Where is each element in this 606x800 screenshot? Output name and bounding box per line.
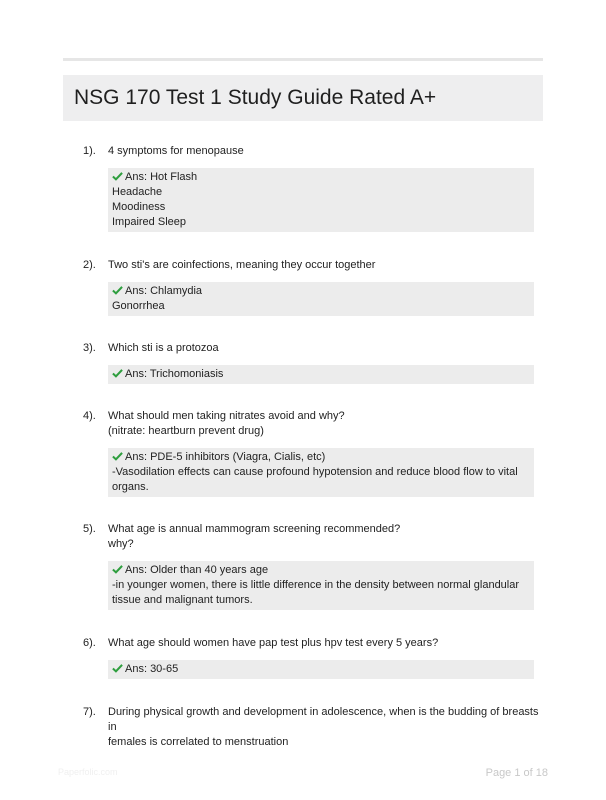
question-line: 4 symptoms for menopause <box>108 145 244 157</box>
answer-text: Ans: 30-65 <box>125 663 179 675</box>
answer-line <box>112 284 530 299</box>
answer-box <box>108 561 534 610</box>
question-item-4 <box>83 409 543 497</box>
checkmark-icon <box>112 171 123 181</box>
answer-line: Headache <box>112 186 163 198</box>
question-text <box>108 258 543 273</box>
answer-text: Ans: PDE-5 inhibitors (Viagra, Cialis, etc) <box>125 451 326 463</box>
question-text <box>108 341 543 356</box>
question-line: What age is annual mammogram screening recommended? <box>108 523 401 535</box>
page-title: NSG 170 Test 1 Study Guide Rated A+ <box>74 86 437 109</box>
checkmark-icon <box>112 368 123 378</box>
question-text <box>108 522 543 552</box>
answer-text: Ans: Hot Flash <box>125 171 198 183</box>
question-item-3 <box>83 341 543 384</box>
checkmark-icon <box>112 564 123 574</box>
answer-line: -in younger women, there is little difference in the density between normal glandular <box>112 579 520 591</box>
question-line: During physical growth and development in adolescence, when is the budding of breasts in <box>108 706 539 733</box>
question-text <box>108 705 543 750</box>
answer-text: Ans: Trichomoniasis <box>125 368 224 380</box>
question-number: 1). <box>83 145 96 157</box>
question-text <box>108 636 543 651</box>
question-number: 6). <box>83 637 96 649</box>
answer-line: organs. <box>112 481 149 493</box>
answer-line: Gonorrhea <box>112 300 165 312</box>
question-number: 7). <box>83 706 96 718</box>
question-line: What age should women have pap test plus hpv test every 5 years? <box>108 637 439 649</box>
answer-box <box>108 448 534 497</box>
answer-line <box>112 563 530 578</box>
answer-line: Moodiness <box>112 201 166 213</box>
question-item-5 <box>83 522 543 610</box>
answer-line <box>112 450 530 465</box>
answer-text: Ans: Chlamydia <box>125 285 203 297</box>
question-item-2 <box>83 258 543 316</box>
question-line: why? <box>108 538 134 550</box>
answer-text: Ans: Older than 40 years age <box>125 564 269 576</box>
question-line: Two sti's are coinfections, meaning they occur together <box>108 259 376 271</box>
question-item-1 <box>83 144 543 232</box>
question-line: females is correlated to menstruation <box>108 736 289 748</box>
answer-line: tissue and malignant tumors. <box>112 594 253 606</box>
footer-site-watermark: Paperfolic.com <box>58 767 118 777</box>
answer-box <box>108 660 534 679</box>
question-text <box>108 409 543 439</box>
question-line: What should men taking nitrates avoid and why? <box>108 410 345 422</box>
answer-box <box>108 282 534 316</box>
question-number: 4). <box>83 410 96 422</box>
answer-line <box>112 170 530 185</box>
answer-line <box>112 367 530 382</box>
answer-line: Impaired Sleep <box>112 216 186 228</box>
question-line: (nitrate: heartburn prevent drug) <box>108 425 264 437</box>
answer-line <box>112 662 530 677</box>
question-item-6 <box>83 636 543 679</box>
title-banner <box>63 75 543 121</box>
question-line: Which sti is a protozoa <box>108 342 219 354</box>
question-number: 5). <box>83 523 96 535</box>
answer-line: -Vasodilation effects can cause profound hypotension and reduce blood flow to vital <box>112 466 518 478</box>
question-text <box>108 144 543 159</box>
top-divider <box>63 58 543 61</box>
question-number: 2). <box>83 259 96 271</box>
checkmark-icon <box>112 663 123 673</box>
checkmark-icon <box>112 285 123 295</box>
page-number: Page 1 of 18 <box>485 767 548 779</box>
answer-box <box>108 365 534 384</box>
answer-box <box>108 168 534 232</box>
checkmark-icon <box>112 451 123 461</box>
question-item-7 <box>83 705 543 750</box>
question-number: 3). <box>83 342 96 354</box>
